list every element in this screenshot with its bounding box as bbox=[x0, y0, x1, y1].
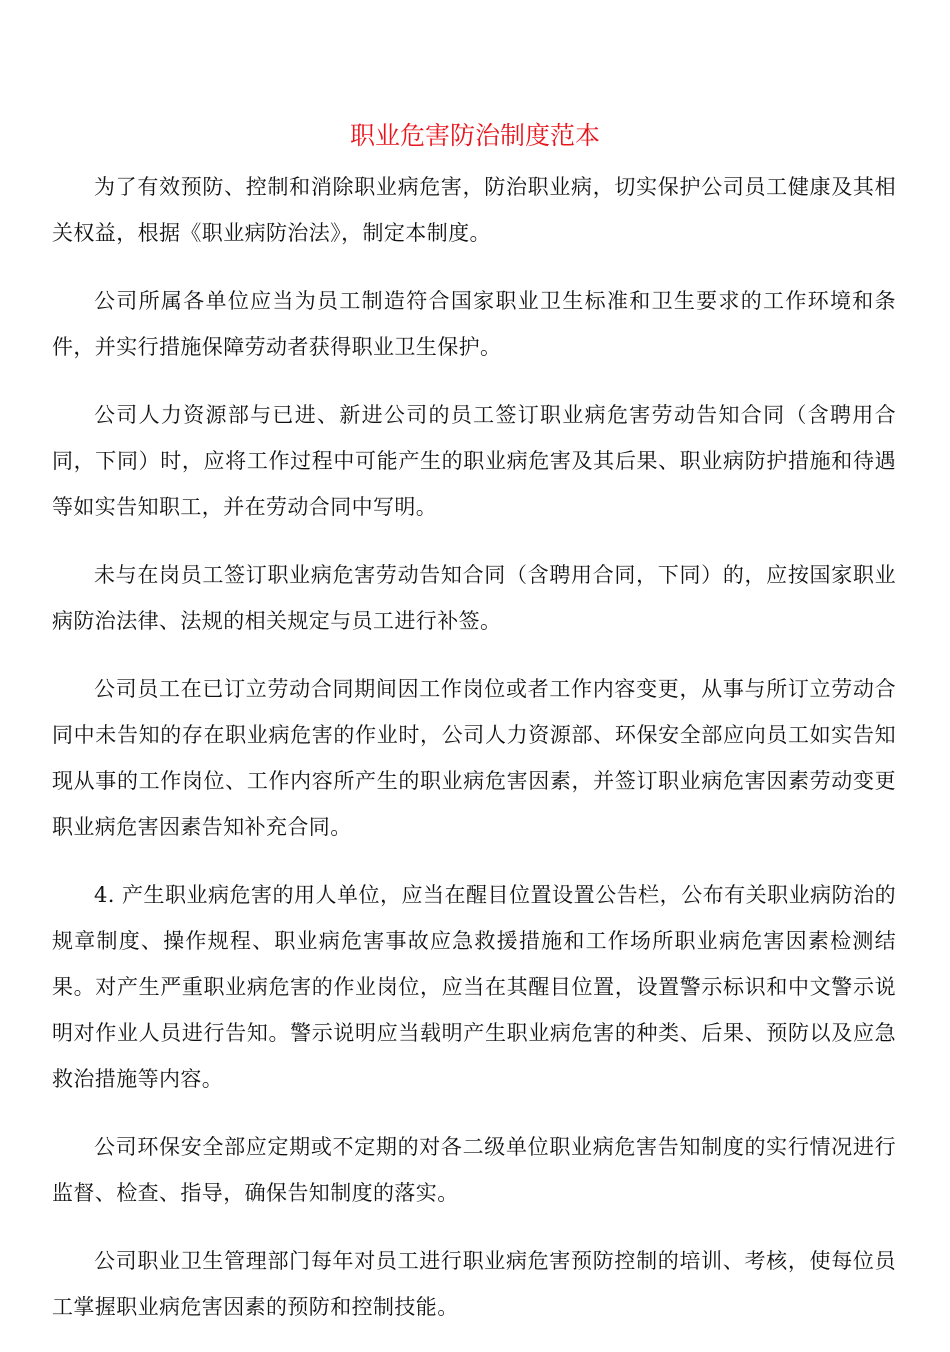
paragraph-work-environment: 公司所属各单位应当为员工制造符合国家职业卫生标准和卫生要求的工作环境和条件，并实行措施保障劳动者获得职业卫生保护。 bbox=[52, 289, 896, 359]
paragraph-purpose: 为了有效预防、控制和消除职业病危害，防治职业病，切实保护公司员工健康及其相关权益，根据《职业病防治法》，制定本制度。 bbox=[52, 175, 896, 245]
document-title: 职业危害防治制度范本 bbox=[349, 121, 600, 150]
paragraph-supervision: 公司环保安全部应定期或不定期的对各二级单位职业病危害告知制度的实行情况进行监督、检查、指导，确保告知制度的落实。 bbox=[52, 1135, 896, 1205]
document-body bbox=[52, 164, 896, 1352]
paragraph-contract-notification: 公司人力资源部与已进、新进公司的员工签订职业病危害劳动告知合同（含聘用合同，下同）时，应将工作过程中可能产生的职业病危害及其后果、职业病防护措施和待遇等如实告知职工，并在劳动合同中写明。 bbox=[52, 403, 896, 519]
paragraph-supplementary-signing: 未与在岗员工签订职业病危害劳动告知合同（含聘用合同，下同）的，应按国家职业病防治法律、法规的相关规定与员工进行补签。 bbox=[52, 563, 896, 633]
paragraph-bulletin-warning: 4. 产生职业病危害的用人单位，应当在醒目位置设置公告栏，公布有关职业病防治的规章制度、操作规程、职业病危害事故应急救援措施和工作场所职业病危害因素检测结果。对产生严重职业病危害的作业岗位，应当在其醒目位置，设置警示标识和中文警示说明对作业人员进行告知。警示说明应当载明产生职业病危害的种类、后果、预防以及应急救治措施等内容。 bbox=[52, 883, 896, 1091]
paragraph-training: 公司职业卫生管理部门每年对员工进行职业病危害预防控制的培训、考核，使每位员工掌握职业病危害因素的预防和控制技能。 bbox=[52, 1249, 896, 1319]
paragraph-job-change: 公司员工在已订立劳动合同期间因工作岗位或者工作内容变更，从事与所订立劳动合同中未告知的存在职业病危害的作业时，公司人力资源部、环保安全部应向员工如实告知现从事的工作岗位、工作内容所产生的职业病危害因素，并签订职业病危害因素劳动变更职业病危害因素告知补充合同。 bbox=[52, 677, 896, 839]
